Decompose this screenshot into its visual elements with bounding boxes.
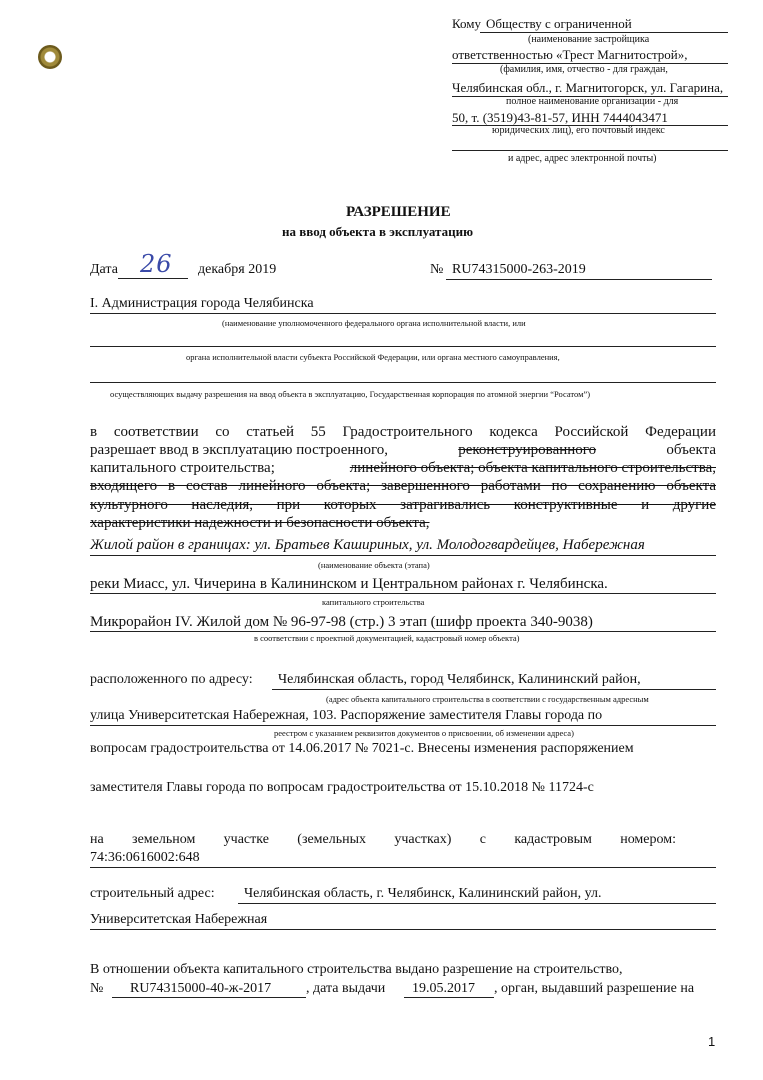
build-address-line-2: Университетская Набережная — [90, 912, 268, 927]
construction-permit-date-underline — [404, 997, 494, 998]
basis-line-6: характеристики надежности и безопасности объекта, — [90, 515, 430, 531]
basis-line-2c: объекта — [666, 442, 716, 458]
handwritten-day: 26 — [140, 250, 173, 278]
object-line-3: Микрорайон IV. Жилой дом № 96-97-98 (стр.) 3 этап (шифр проекта 340-9038) — [90, 614, 593, 630]
object-note-3: в соответствии с проектной документацией, кадастровый номер объекта) — [254, 633, 520, 643]
document-title: РАЗРЕШЕНИЕ — [346, 204, 451, 220]
basis-line-2 — [90, 442, 716, 459]
authority-note-2: органа исполнительной власти субъекта Российской Федерации, или органа местного самоуправления, — [186, 352, 560, 362]
land-underline — [90, 867, 716, 868]
date-label: Дата — [90, 262, 118, 277]
basis-line-4: входящего в состав линейного объекта; завершенного работами по сохранению объекта — [90, 478, 716, 494]
location-note-1: (адрес объекта капитального строительства в соответствии с государственным адресным — [326, 694, 649, 704]
permit-line-tail: , орган, выдавший разрешение на — [494, 981, 695, 996]
build-address-line-1: Челябинская область, г. Челябинск, Калининский район, ул. — [244, 886, 602, 901]
location-underline-2 — [90, 725, 716, 726]
location-line-2: улица Университетская Набережная, 103. Распоряжение заместителя Главы города по — [90, 708, 603, 723]
authority-underline-3 — [90, 382, 716, 383]
addressee-line-1: Обществу с ограниченной — [486, 16, 632, 31]
land-text: на земельном участке (земельных участках) с кадастровым номером: — [90, 832, 676, 847]
construction-permit-date-label: , дата выдачи — [306, 981, 386, 996]
basis-line-3b: линейного объекта; объекта капитального строительства, — [349, 460, 716, 476]
addressee-note-4: юридических лиц), его почтовый индекс — [492, 125, 665, 136]
location-underline-1 — [272, 689, 716, 690]
build-address-underline-2 — [90, 929, 716, 930]
addressee-underline-5 — [452, 150, 728, 151]
permit-number-underline — [446, 279, 712, 280]
cadastral-number: 74:36:0616002:648 — [90, 850, 200, 865]
permit-number-label: № — [430, 262, 444, 277]
addressee-note-2: (фамилия, имя, отчество - для граждан, — [500, 64, 668, 75]
object-line-2: реки Миасс, ул. Чичерина в Калининском и Центральном районах г. Челябинска. — [90, 576, 608, 592]
object-line-1: Жилой район в границах: ул. Братьев Кашириных, ул. Молодогвардейцев, Набережная — [90, 537, 645, 553]
build-address-label: строительный адрес: — [90, 886, 215, 901]
authority-underline-1 — [90, 313, 716, 314]
document-subtitle: на ввод объекта в эксплуатацию — [282, 224, 474, 239]
location-label: расположенного по адресу: — [90, 672, 253, 687]
addressee-label: Кому — [452, 16, 482, 31]
date-month-year: декабря 2019 — [198, 262, 277, 277]
addressee-note-3: полное наименование организации - для — [506, 96, 679, 107]
build-address-underline-1 — [238, 903, 716, 904]
addressee-line-3: Челябинская обл., г. Магнитогорск, ул. Гагарина, — [452, 80, 724, 95]
construction-permit-number-underline — [112, 997, 306, 998]
location-note-2: реестром с указанием реквизитов документов о присвоении, об изменении адреса) — [274, 728, 574, 738]
binder-hole — [38, 45, 62, 69]
addressee-underline-1 — [480, 32, 728, 33]
basis-line-3 — [90, 460, 716, 477]
basis-line-1: в соответствии со статьей 55 Градостроительного кодекса Российской Федерации — [90, 424, 716, 440]
location-line-1: Челябинская область, город Челябинск, Калининский район, — [278, 672, 641, 687]
authority-name: I. Администрация города Челябинска — [90, 296, 314, 311]
addressee-note-1: (наименование застройщика — [528, 34, 650, 45]
day-underline — [118, 278, 188, 279]
location-line-3: вопросам градостроительства от 14.06.2017 № 7021-с. Внесены изменения распоряжением — [90, 741, 634, 756]
location-line-4: заместителя Главы города по вопросам градостроительства от 15.10.2018 № 11724-с — [90, 780, 594, 795]
construction-permit-date: 19.05.2017 — [412, 981, 475, 996]
object-underline-2 — [90, 593, 716, 594]
construction-permit-number: RU74315000-40-ж-2017 — [130, 981, 272, 996]
addressee-line-2: ответственностью «Трест Магнитострой», — [452, 47, 688, 62]
basis-strikethrough-reconstructed: реконструированного — [458, 442, 597, 458]
authority-underline-2 — [90, 346, 716, 347]
basis-line-5: культурного наследия, при которых затрагивались конструктивные и другие — [90, 497, 716, 513]
permit-number: RU74315000-263-2019 — [452, 262, 586, 277]
object-note-1: (наименование объекта (этапа) — [318, 560, 430, 570]
authority-note-3: осуществляющих выдачу разрешения на ввод объекта в эксплуатацию, Государственная корпорация по атомной энергии “Росатом”) — [110, 389, 591, 399]
object-underline-3 — [90, 631, 716, 632]
object-underline-1 — [90, 555, 716, 556]
basis-line-3a: капитального строительства; — [90, 460, 275, 476]
basis-line-2a: разрешает ввод в эксплуатацию построенного, — [90, 442, 388, 458]
construction-permit-number-label: № — [90, 981, 104, 996]
authority-note-1: (наименование уполномоченного федерального органа исполнительной власти, или — [222, 318, 526, 328]
permit-line-1: В отношении объекта капитального строительства выдано разрешение на строительство, — [90, 962, 623, 977]
addressee-line-4: 50, т. (3519)43-81-57, ИНН 7444043471 — [452, 110, 668, 125]
object-note-2: капитального строительства — [322, 597, 425, 607]
page-number: 1 — [708, 1034, 716, 1049]
addressee-note-5: и адрес, адрес электронной почты) — [508, 153, 657, 164]
